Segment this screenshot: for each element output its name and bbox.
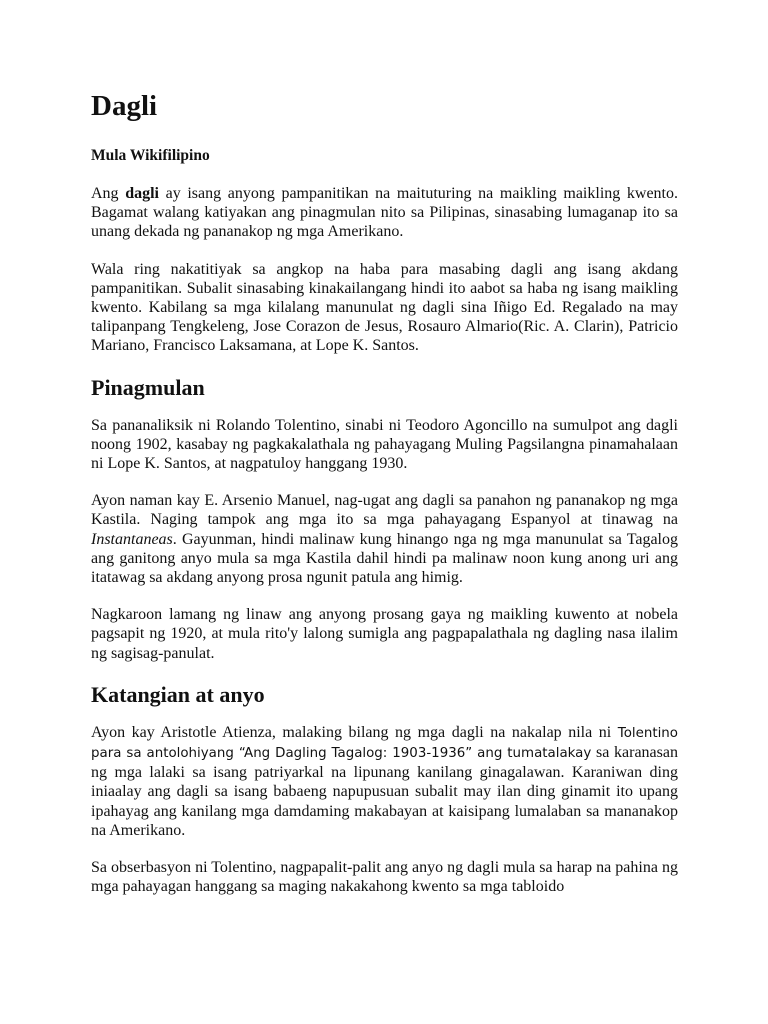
intro-paragraph-1: [91, 184, 678, 242]
pinagmulan-paragraph-1: Sa pananaliksik ni Rolando Tolentino, sinabi ni Teodoro Agoncillo na sumulpot ang dagli noong 1902, kasabay ng pagkakalathala ng pahayagang Muling Pagsilangna pinamahalaan ni Lope K. Santos, at nagpatuloy hanggang 1930.: [91, 416, 678, 473]
pinagmulan-paragraph-2: [91, 491, 678, 587]
pinagmulan-p2-post: . Gayunman, hindi malinaw kung hinango nga ng mga manunulat sa Tagalog ang ganitong anyo mula sa mga Kastila dahil hindi pa malinaw noon kung anong uri ang itatawag sa akdang anyong prosa ngunit patula ang himig.: [91, 530, 678, 587]
section-heading-katangian: Katangian at anyo: [91, 681, 265, 707]
page-subtitle: Mula Wikifilipino: [91, 147, 210, 164]
section-heading-pinagmulan: Pinagmulan: [91, 374, 205, 400]
document-page: [91, 88, 678, 914]
katangian-p1-post: sa karanasan ng mga lalaki sa isang patriyarkal na lipunang kanilang ginagalawan. Karaniwan ding iniaalay ang dagli sa isang babaeng napupusuan subalit may ilan ding ginamit ito upang ipahayag ang kanilang mga damdaming makabayan at kaisipang lumalaban sa mananakop na Amerikano.: [91, 744, 678, 839]
intro-p1-pre: Ang: [91, 185, 126, 202]
katangian-p1-alt-font-segment: Tolentino para sa antolohiyang “Ang Dagling Tagalog: 1903-1936” ang tumatalakay: [91, 725, 678, 762]
pinagmulan-p2-pre: Ayon naman kay E. Arsenio Manuel, nag-ugat ang dagli sa panahon ng pananakop ng mga Kastila. Naging tampok ang mga ito sa mga pahayagang Espanyol at tinawag na: [91, 492, 678, 529]
intro-paragraph-2: Wala ring nakatitiyak sa angkop na haba para masabing dagli ang isang akdang pampanitikan. Subalit sinasabing kinakailangang hindi ito aabot sa haba ng isang maikling kwento. Kabilang sa mga kilalang manunulat ng dagli sina Iñigo Ed. Regalado na may talipanpang Tengkeleng, Jose Corazon de Jesus, Rosauro Almario(Ric. A. Clarin), Patricio Mariano, Francisco Laksamana, at Lope K. Santos.: [91, 260, 678, 355]
intro-p1-bold-term: dagli: [125, 185, 159, 202]
pinagmulan-paragraph-3: Nagkaroon lamang ng linaw ang anyong prosang gaya ng maikling kuwento at nobela pagsapit ng 1920, at mula rito'y lalong sumigla ang pagpapalathala ng dagling nasa ilalim ng sagisag-panulat.: [91, 606, 678, 662]
page-title: Dagli: [91, 90, 158, 122]
katangian-paragraph-2: Sa obserbasyon ni Tolentino, nagpapalit-palit ang anyo ng dagli mula sa harap na pahina ng mga pahayagan hanggang sa maging nakakahong kwento sa mga tabloido: [91, 859, 678, 896]
intro-p1-post: ay isang anyong pampanitikan na maituturing na maikling maikling kwento. Bagamat walang katiyakan ang pinagmulan nito sa Pilipinas, sinasabing lumaganap ito sa unang dekada ng pananakop ng mga Amerikano.: [91, 185, 678, 241]
katangian-p1-pre: Ayon kay Aristotle Atienza, malaking bilang ng mga dagli na nakalap nila ni: [91, 723, 618, 741]
katangian-paragraph-1: [91, 723, 678, 840]
pinagmulan-p2-italic-term: Instantaneas: [91, 530, 173, 548]
